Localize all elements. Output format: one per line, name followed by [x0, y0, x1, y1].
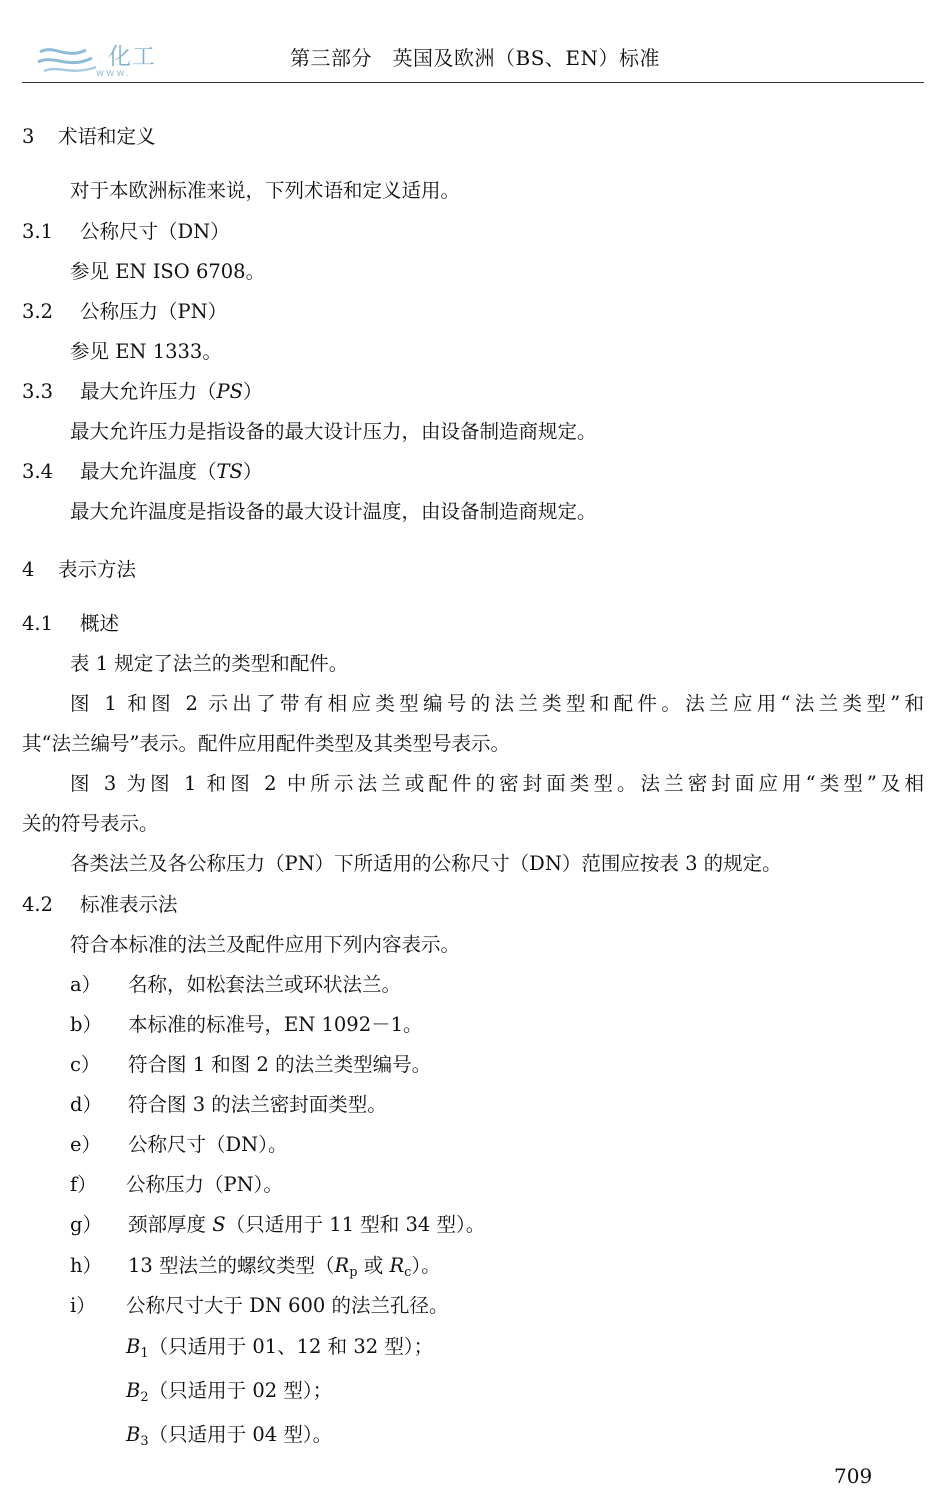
list-item-e	[70, 1132, 287, 1158]
section-title: 最大允许温度（	[80, 460, 217, 483]
section-3-intro: 对于本欧洲标准来说，下列术语和定义适用。	[70, 179, 461, 202]
list-text: 颈部厚度	[128, 1213, 213, 1236]
section-title: 概述	[80, 612, 120, 635]
list-text-end: （只适用于 11 型和 34 型）。	[225, 1213, 486, 1236]
section-title-end: ）	[242, 460, 263, 483]
symbol-b: B	[126, 1335, 141, 1358]
running-header-title: 第三部分 英国及欧洲（BS、EN）标准	[290, 46, 660, 70]
section-4-2-intro: 符合本标准的法兰及配件应用下列内容表示。	[70, 933, 461, 956]
section-title-end: ）	[243, 380, 263, 403]
section-3-1-heading	[22, 219, 230, 245]
section-4-1-paragraph-2-line-2: 其“法兰编号”表示。配件应用配件类型及其类型号表示。	[22, 732, 510, 755]
section-4-1-heading	[22, 611, 119, 637]
section-4-1-paragraph-4: 各类法兰及各公称压力（PN）下所适用的公称尺寸（DN）范围应按表 3 的规定。	[70, 852, 782, 875]
list-item-b	[70, 1012, 423, 1038]
section-title: 术语和定义	[58, 125, 156, 148]
list-item-g	[70, 1212, 485, 1238]
subscript-c: c	[404, 1265, 412, 1280]
section-3-2-body: 参见 EN 1333。	[70, 340, 222, 363]
section-4-2-heading	[22, 892, 178, 918]
list-label: h）	[70, 1254, 103, 1277]
list-label: i）	[70, 1294, 96, 1317]
section-3-1-body: 参见 EN ISO 6708。	[70, 260, 266, 283]
list-label: f）	[70, 1173, 97, 1196]
section-3-4-heading	[22, 459, 262, 485]
list-text: 符合图 3 的法兰密封面类型。	[128, 1093, 387, 1116]
section-4-1-paragraph-3-line-1: 图 3 为图 1 和图 2 中所示法兰或配件的密封面类型。法兰密封面应用“类型”及相	[70, 772, 924, 795]
list-item-h	[70, 1253, 441, 1286]
list-item-a	[70, 972, 401, 998]
list-text-end: ）。	[411, 1254, 441, 1277]
section-number: 3	[22, 125, 35, 148]
list-item-f	[70, 1172, 283, 1198]
subscript-p: p	[349, 1265, 358, 1280]
publisher-logo	[36, 38, 166, 82]
subitem-b2	[126, 1378, 332, 1411]
subitem-b3	[126, 1422, 332, 1455]
subitem-text: （只适用于 01、12 和 32 型）；	[148, 1335, 434, 1358]
list-text: 13 型法兰的螺纹类型（	[128, 1254, 335, 1277]
section-3-4-body: 最大允许温度是指设备的最大设计温度，由设备制造商规定。	[70, 500, 597, 523]
list-text-connector: 或	[357, 1254, 390, 1277]
list-label: g）	[70, 1213, 102, 1236]
list-label: a）	[70, 973, 102, 996]
list-label: d）	[70, 1093, 102, 1116]
symbol-r: R	[389, 1254, 405, 1277]
list-text: 本标准的标准号，EN 1092－1。	[128, 1013, 423, 1036]
section-number: 3.3	[22, 380, 54, 403]
section-title: 表示方法	[58, 558, 137, 581]
symbol-b: B	[126, 1423, 141, 1446]
section-3-3-body: 最大允许压力是指设备的最大设计压力，由设备制造商规定。	[70, 420, 597, 443]
section-3-heading	[22, 124, 156, 150]
symbol-r: R	[334, 1254, 350, 1277]
section-number: 3.4	[22, 460, 54, 483]
list-text: 公称压力（PN）。	[126, 1173, 283, 1196]
subitem-text: （只适用于 04 型）。	[148, 1423, 333, 1446]
section-4-1-paragraph-2-line-1: 图 1 和图 2 示出了带有相应类型编号的法兰类型和配件。法兰应用“法兰类型”和	[70, 692, 924, 715]
section-3-2-heading	[22, 299, 227, 325]
section-title: 最大允许压力（	[80, 380, 217, 403]
list-item-i	[70, 1293, 449, 1319]
page-header	[22, 34, 924, 83]
subitem-text: （只适用于 02 型）；	[148, 1379, 333, 1402]
section-number: 3.1	[22, 220, 54, 243]
subscript-3: 3	[140, 1434, 149, 1449]
list-item-d	[70, 1092, 387, 1118]
symbol-s: S	[212, 1213, 226, 1236]
logo-text: 化工	[108, 44, 156, 70]
section-title: 标准表示法	[80, 893, 178, 916]
page-number: 709	[834, 1464, 873, 1488]
section-4-1-paragraph-3-line-2: 关的符号表示。	[22, 812, 159, 835]
subscript-2: 2	[140, 1390, 149, 1405]
section-number: 4.2	[22, 893, 54, 916]
list-text: 名称，如松套法兰或环状法兰。	[128, 973, 402, 996]
list-label: c）	[70, 1053, 101, 1076]
section-number: 3.2	[22, 300, 54, 323]
symbol-ts: TS	[216, 460, 243, 483]
symbol-b: B	[126, 1379, 141, 1402]
list-text: 公称尺寸大于 DN 600 的法兰孔径。	[126, 1294, 449, 1317]
section-4-heading	[22, 557, 136, 583]
subitem-b1	[126, 1334, 433, 1367]
list-label: b）	[70, 1013, 102, 1036]
list-item-c	[70, 1052, 431, 1078]
section-title: 公称压力（PN）	[80, 300, 228, 323]
list-label: e）	[70, 1133, 102, 1156]
section-number: 4	[22, 558, 35, 581]
logo-subtext: www.	[96, 68, 131, 79]
list-text: 符合图 1 和图 2 的法兰类型编号。	[128, 1053, 432, 1076]
section-3-3-heading	[22, 379, 263, 405]
section-number: 4.1	[22, 612, 54, 635]
section-title: 公称尺寸（DN）	[80, 220, 230, 243]
list-text: 公称尺寸（DN）。	[128, 1133, 288, 1156]
subscript-1: 1	[140, 1346, 149, 1361]
section-4-1-paragraph-1: 表 1 规定了法兰的类型和配件。	[70, 652, 349, 675]
symbol-ps: PS	[216, 380, 243, 403]
